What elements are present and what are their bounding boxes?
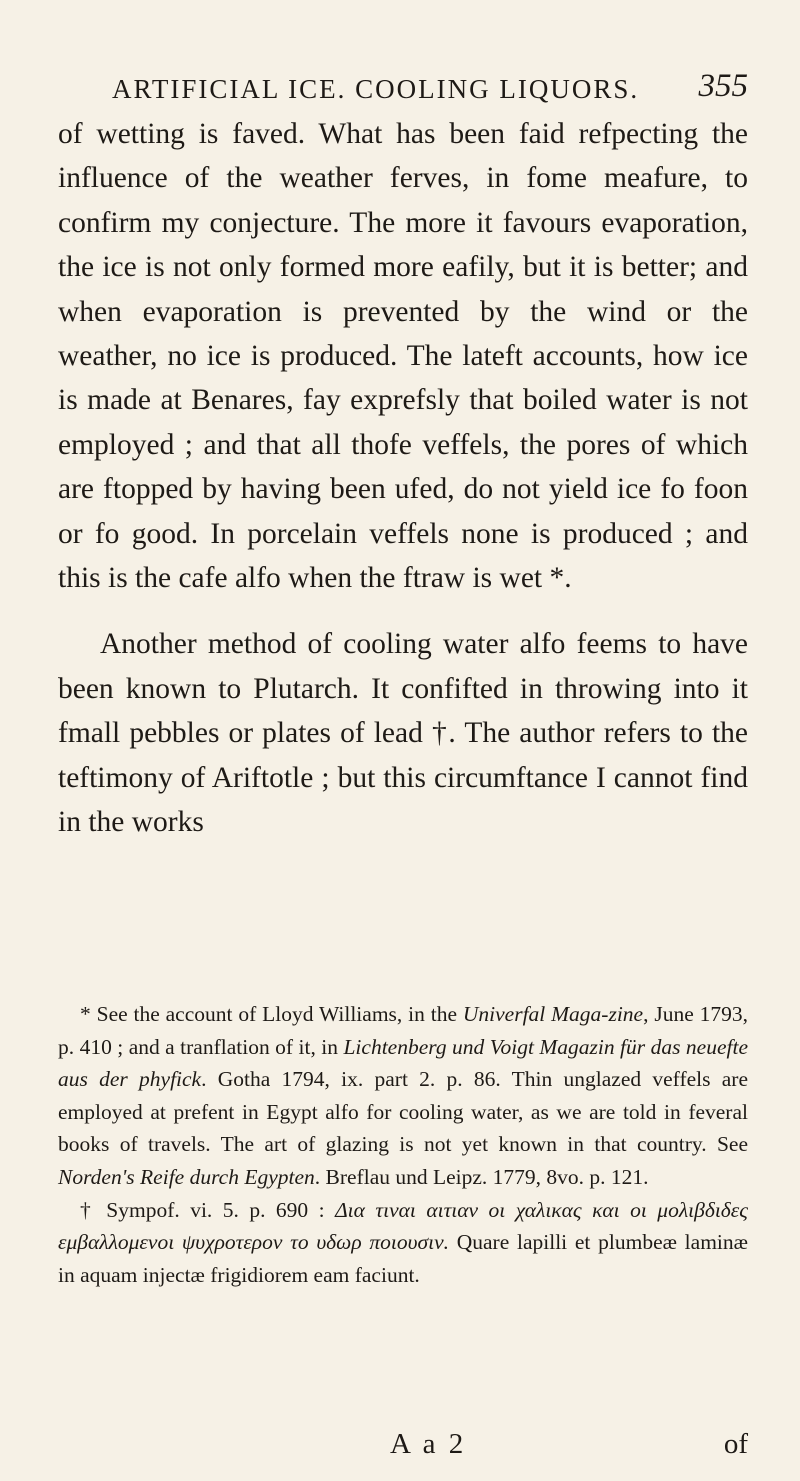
catchword: of: [723, 1428, 748, 1460]
running-head: ARTIFICIAL ICE. COOLING LIQUORS.: [112, 74, 640, 104]
footnote-1-book-title: Norden's Reife durch Egypten: [58, 1164, 315, 1189]
page-header: [58, 66, 748, 106]
footnote-1: [58, 998, 748, 1194]
footnote-1-text-d: . Breflau und Leipz. 1779, 8vo. p. 121.: [314, 1164, 649, 1189]
footnote-2-greek-quote: Δια τιναι αιτιαν οι χαλικας και οι μολιβδιδες εμβαλλομενοι ψυχροτερον το υδωρ ποιουσιν.: [58, 1197, 748, 1255]
main-text: [58, 112, 748, 845]
footnote-2: [58, 1194, 748, 1292]
footnote-1-text-b: , June 1793, p. 410 ; and a tranflation of it, in: [58, 1002, 748, 1059]
footnote-2-text-a: † Sympof. vi. 5. p. 690 :: [80, 1197, 336, 1222]
signature-mark: A a 2: [390, 1428, 467, 1460]
footnote-1-magazine-title: Lichtenberg und Voigt Magazin für das neuefte aus der phyfick: [58, 1034, 748, 1092]
footnotes: [58, 998, 748, 1291]
paragraph-1: of wetting is faved. What has been faid refpecting the influence of the weather ferves, in fome meafure, to confirm my conjecture. The more it favours evaporation, the ice is not only formed more eafily, but it is better; and when evaporation is prevented by the wind or the weather, no ice is produced. The lateft accounts, how ice is made at Benares, fay exprefsly that boiled water is not employed ; and that all thofe veffels, the pores of which are ftopped by having been ufed, do not yield ice fo foon or fo good. In porcelain veffels none is produced ; and this is the cafe alfo when the ftraw is wet *.: [58, 118, 748, 595]
paragraph-2: Another method of cooling water alfo feems to have been known to Plutarch. It confifted in throwing into it fmall pebbles or plates of lead †. The author refers to the teftimony of Ariftotle ; but this circumftance I cannot find in the works: [58, 628, 748, 839]
book-page: [58, 0, 748, 1481]
footnote-1-text-c: . Gotha 1794, ix. part 2. p. 86. Thin unglazed veffels are employed at prefent in Egypt alfo for cooling water, as we are told in feveral books of travels. The art of glazing is not yet known in that country. See: [58, 1067, 748, 1157]
footnote-2-latin-translation: Quare lapilli et plumbeæ laminæ in aquam injectæ frigidiorem eam faciunt.: [58, 1230, 748, 1287]
footnote-1-journal-title: Univerfal Maga-zine: [462, 1002, 644, 1026]
footnote-1-text-a: * See the account of Lloyd Williams, in the: [80, 1002, 463, 1026]
page-number: 355: [698, 68, 748, 104]
